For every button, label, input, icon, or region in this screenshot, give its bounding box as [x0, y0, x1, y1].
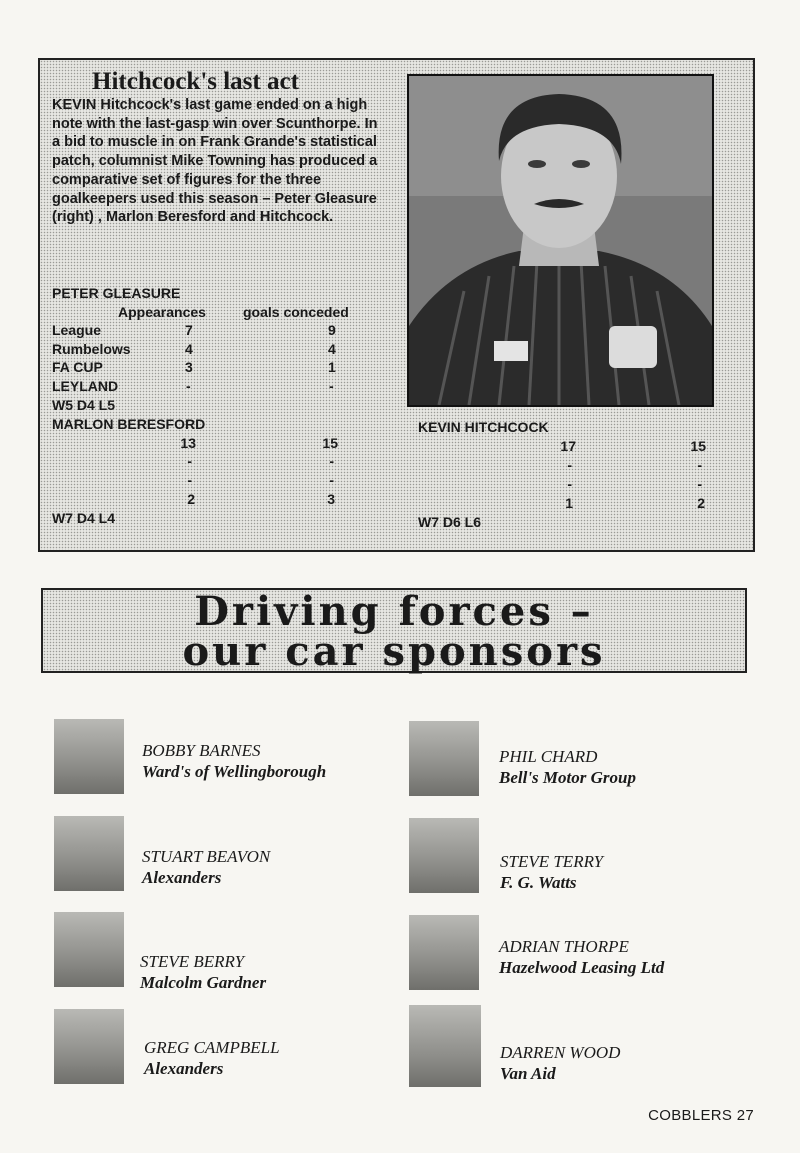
car-sponsors-banner	[41, 588, 747, 673]
column-header-appearances: Appearances	[118, 304, 206, 320]
stat-apps: 7	[185, 322, 193, 338]
stat-apps: -	[567, 457, 572, 473]
stat-goals: -	[329, 453, 334, 469]
goalkeeper-portrait-photo	[407, 74, 714, 407]
stat-apps: 13	[180, 435, 196, 451]
stat-goals: 15	[690, 438, 706, 454]
sponsor-company: Malcolm Gardner	[140, 973, 267, 992]
banner-line-2: our car sponsors	[182, 628, 606, 675]
sponsor-company: F. G. Watts	[500, 873, 577, 892]
competition-label: LEYLAND	[52, 378, 119, 394]
player-photo	[54, 816, 124, 891]
sponsor-player-name: DARREN WOOD	[500, 1043, 621, 1062]
stat-goals: -	[329, 472, 334, 488]
player-photo	[409, 1005, 481, 1087]
stat-goals: -	[697, 476, 702, 492]
stat-apps: -	[187, 472, 192, 488]
player-photo	[409, 818, 479, 893]
keeper-name-gleasure: PETER GLEASURE	[52, 285, 181, 301]
sponsor-player-name: STEVE BERRY	[140, 952, 245, 971]
stat-apps: -	[567, 476, 572, 492]
sponsor-player-name: GREG CAMPBELL	[144, 1038, 280, 1057]
sponsor-company: Hazelwood Leasing Ltd	[499, 958, 665, 977]
stat-apps: 4	[185, 341, 193, 357]
article-title: Hitchcock's last act	[92, 68, 299, 95]
column-header-goals: goals conceded	[243, 304, 349, 320]
banner-line-1: Driving forces –	[194, 588, 594, 635]
stat-apps: 17	[560, 438, 576, 454]
sponsor-company: Alexanders	[144, 1059, 224, 1078]
sponsor-player-name: STEVE TERRY	[500, 852, 604, 871]
player-photo	[409, 721, 479, 796]
player-photo	[409, 915, 479, 990]
stat-goals: -	[697, 457, 702, 473]
keeper-name-beresford: MARLON BERESFORD	[52, 416, 206, 432]
sponsor-company: Ward's of Wellingborough	[142, 762, 327, 781]
stat-apps: -	[187, 453, 192, 469]
sponsor-player-name: BOBBY BARNES	[142, 741, 261, 760]
stat-goals: 9	[328, 322, 336, 338]
keeper-name-hitchcock: KEVIN HITCHCOCK	[418, 419, 549, 435]
player-photo	[54, 1009, 124, 1084]
player-photo	[54, 719, 124, 794]
competition-label: FA CUP	[52, 359, 103, 375]
player-photo	[54, 912, 124, 987]
record-beresford: W7 D4 L4	[52, 510, 116, 526]
portrait-illustration	[409, 76, 712, 405]
stat-goals: 1	[328, 359, 336, 375]
article-box	[38, 58, 755, 552]
sponsor-player-name: STUART BEAVON	[142, 847, 271, 866]
competition-label: Rumbelows	[52, 341, 131, 357]
sponsor-player-name: PHIL CHARD	[499, 747, 598, 766]
stat-goals: 2	[697, 495, 705, 511]
stat-apps: 1	[565, 495, 573, 511]
sponsor-player-name: ADRIAN THORPE	[499, 937, 629, 956]
article-body: KEVIN Hitchcock's last game ended on a high note with the last-gasp win over Scunthorpe. In a bid to muscle in on Frank Grande's statistical patch, columnist Mike Towning has produced a comparative set of figures for the three goalkeepers used this season – Peter Gleasure (right) , Marlon Beresford and Hitchcock.	[52, 97, 378, 226]
record-hitchcock: W7 D6 L6	[418, 514, 482, 530]
stat-apps: 2	[187, 491, 195, 507]
stat-apps: 3	[185, 359, 193, 375]
sponsor-company: Van Aid	[500, 1064, 556, 1083]
stat-goals: -	[329, 378, 334, 394]
sponsor-company: Alexanders	[142, 868, 222, 887]
page-footer: COBBLERS 27	[648, 1107, 754, 1124]
stat-apps: -	[186, 378, 191, 394]
competition-label: League	[52, 322, 102, 338]
sponsor-company: Bell's Motor Group	[499, 768, 636, 787]
stat-goals: 15	[322, 435, 338, 451]
stat-goals: 4	[328, 341, 336, 357]
stat-goals: 3	[327, 491, 335, 507]
record-gleasure: W5 D4 L5	[52, 397, 116, 413]
